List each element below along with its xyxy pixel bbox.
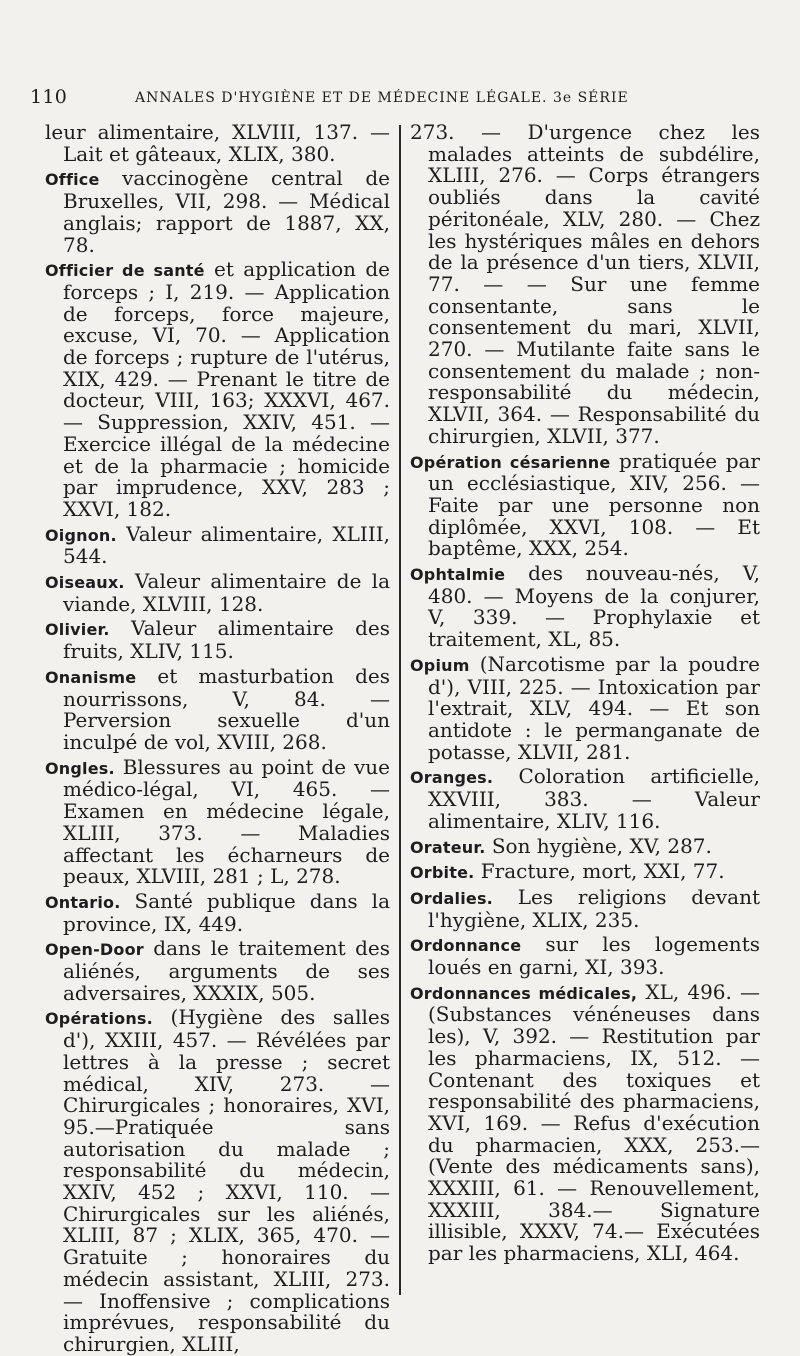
entry-term: Office bbox=[45, 170, 100, 190]
entry-term: Ordonnances médicales, bbox=[410, 983, 638, 1003]
entry-text: Santé publique dans la province, IX, 449. bbox=[63, 888, 390, 936]
entry-text: Son hygiène, XV, 287. bbox=[485, 833, 712, 858]
entry-text: Valeur alimentaire des fruits, XLIV, 115. bbox=[63, 616, 390, 664]
entry-text: sur les logements loués en garni, XI, 393. bbox=[428, 932, 760, 980]
page-header bbox=[30, 86, 770, 116]
entry-text: et masturbation des nourrissons, V, 84. — Perversion sexuelle d'un inculpé de vol, XVIII, 268. bbox=[63, 663, 390, 754]
entry-text: Valeur alimentaire, XLIII, 544. bbox=[63, 521, 390, 569]
index-entry bbox=[45, 754, 390, 889]
index-entry bbox=[410, 563, 760, 651]
entry-text: vaccinogène central de Bruxelles, VII, 298. — Médical anglais; rapport de 1887, XX, 78. bbox=[63, 166, 390, 257]
entry-term: Officier de santé bbox=[45, 261, 205, 281]
index-entry bbox=[410, 651, 760, 764]
index-entry bbox=[45, 938, 390, 1004]
entry-term: Ontario. bbox=[45, 892, 121, 912]
entry-term: Orbite. bbox=[410, 863, 475, 883]
index-entry bbox=[45, 521, 390, 569]
entry-term: Oranges. bbox=[410, 768, 494, 788]
left-entries bbox=[45, 168, 390, 1355]
index-entry bbox=[45, 571, 390, 615]
index-entry bbox=[410, 934, 760, 978]
entry-text: (Hygiène des salles d'), XXIII, 457. — Révélées par lettres à la presse ; secret médical, XIV, 273. — Chirurgicales ; honoraires, XVI, 95.—Pratiquée sans autorisation du malade ; responsabilité du médecin, XXIV, 452 ; XXVI, 110. — Chirurgicales sur les aliénés, XLIII, 87 ; XLIX, 365, 470. — Gratuite ; honoraires du médecin assistant, XLIII, 273. — Inoffensive ; complications imprévues, responsabilité du chirurgien, XLIII, bbox=[63, 1005, 390, 1356]
index-entry bbox=[410, 861, 760, 884]
running-title: ANNALES D'HYGIÈNE ET DE MÉDECINE LÉGALE. 3e SÉRIE bbox=[135, 90, 629, 106]
entry-term: Orateur. bbox=[410, 837, 486, 857]
entry-term: Olivier. bbox=[45, 620, 110, 640]
entry-text: dans le traitement des aliénés, arguments de ses adversaires, XXXIX, 505. bbox=[63, 936, 390, 1005]
entry-text: Blessures au point de vue médico-légal, VI, 465. — Examen en médecine légale, XLIII, 373. — Maladies affectant les écharneurs de peaux, XLVIII, 281 ; L, 278. bbox=[63, 754, 390, 889]
index-entry bbox=[45, 168, 390, 256]
entry-text: Coloration artificielle, XXVIII, 383. — Valeur alimentaire, XLIV, 116. bbox=[428, 764, 760, 833]
index-entry bbox=[45, 259, 390, 520]
entry-text: XL, 496. — (Substances vénéneuses dans les), V, 392. — Restitution par les pharmaciens, IX, 512. — Contenant des toxiques et responsabilité des pharmaciens, XVI, 169. — Refus d'exécution du pharmacien, XXX, 253.— (Vente des médicaments sans), XXXIII, 61. — Renouvellement, XXXIII, 384.— Signature illisible, XXXV, 74.— Exécutées par les pharmaciens, XLI, 464. bbox=[428, 979, 761, 1266]
index-entry bbox=[410, 833, 760, 859]
entry-term: Ordalies. bbox=[410, 888, 493, 908]
entry-term: Opération césarienne bbox=[410, 452, 611, 472]
entry-term: Ongles. bbox=[45, 758, 115, 778]
entry-term: Oiseaux. bbox=[45, 573, 125, 593]
page-number: 110 bbox=[30, 86, 68, 108]
column-divider bbox=[399, 125, 401, 1295]
entry-text: et application de forceps ; I, 219. — Application de forceps, force majeure, excuse, VI, 70. — Application de forceps ; rupture de l'utérus, XIX, 429. — Prenant le titre de docteur, VIII, 163; XXXVI, 467.— Suppression, XXIV, 451. — Exercice illégal de la médecine et de la pharmacie ; homicide par imprudence, XXV, 283 ; XXVI, 182. bbox=[63, 257, 391, 521]
index-entry bbox=[410, 979, 761, 1266]
index-entry bbox=[410, 766, 760, 832]
entry-text: Valeur alimentaire de la viande, XLVIII, 128. bbox=[63, 569, 390, 616]
index-entry bbox=[410, 884, 760, 932]
entry-text: des nouveau-nés, V, 480. — Moyens de la conjurer, V, 339. — Prophylaxie et traitement, XL, 85. bbox=[428, 561, 760, 652]
right-entries bbox=[410, 448, 761, 1266]
entry-term: Ophtalmie bbox=[410, 565, 506, 585]
entry-term: Oignon. bbox=[45, 525, 117, 545]
continuation-text: 273. — D'urgence chez les malades atteints de subdélire, XLIII, 276. — Corps étrangers oubliés dans la cavité péritonéale, XLV, 280. — Chez les hystériques mâles en dehors de la présence d'un tiers, XLVII, 77. — — Sur une femme consentante, sans le consentement du mari, XLVII, 270. — Mutilante faite sans le consentement du malade ; non-responsabilité du médecin, XLVII, 364. — Responsabilité du chirurgien, XLVII, 377. bbox=[410, 120, 760, 448]
index-entry bbox=[410, 448, 760, 561]
index-entry bbox=[45, 1007, 390, 1355]
entry-term: Opérations. bbox=[45, 1009, 153, 1029]
entry-term: Open-Door bbox=[45, 940, 144, 960]
entry-text: Les religions devant l'hygiène, XLIX, 235. bbox=[428, 884, 760, 932]
entry-text: (Narcotisme par la poudre d'), VIII, 225. — Intoxication par l'extrait, XLV, 494. — Et son antidote : le permanganate de potasse, XLVII, 281. bbox=[428, 651, 760, 764]
entry-term: Onanisme bbox=[45, 667, 137, 687]
index-entry bbox=[45, 888, 390, 936]
entry-term: Opium bbox=[410, 655, 470, 675]
index-entry bbox=[45, 663, 390, 754]
entry-term: Ordonnance bbox=[410, 936, 522, 956]
continuation-text: leur alimentaire, XLVIII, 137. — Lait et gâteaux, XLIX, 380. bbox=[45, 120, 390, 166]
left-column bbox=[45, 120, 391, 1356]
right-column bbox=[410, 122, 760, 1287]
index-entry bbox=[45, 618, 390, 662]
entry-text: Fracture, mort, XXI, 77. bbox=[474, 859, 725, 884]
entry-text: pratiquée par un ecclésiastique, XIV, 256. — Faite par une personne non diplômée, XXVI, 108. — Et baptême, XXX, 254. bbox=[428, 448, 760, 561]
